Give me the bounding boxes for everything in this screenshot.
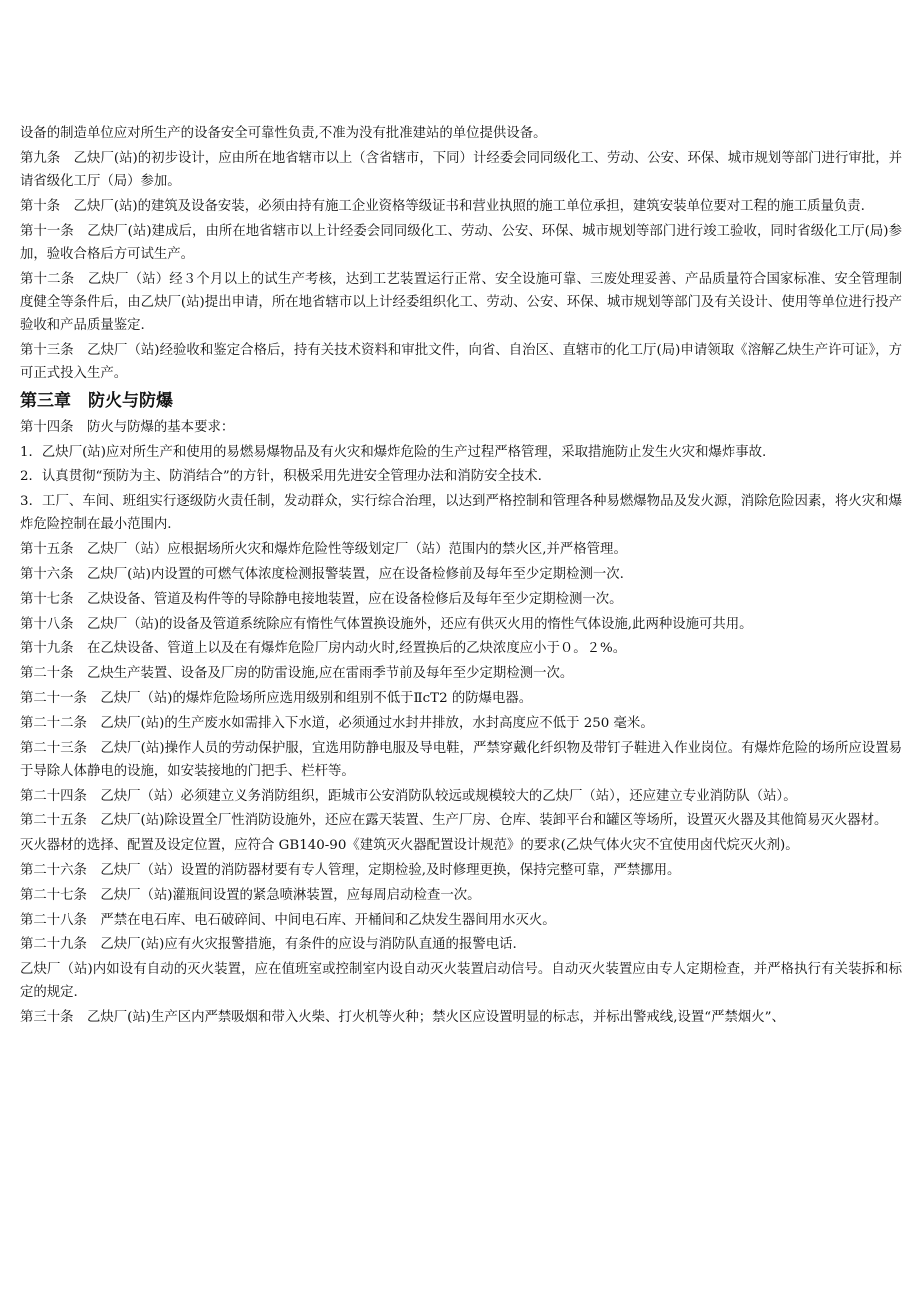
paragraph: 第十三条 乙炔厂（站)经验收和鉴定合格后，持有关技术资料和审批文件，向省、自治区、直辖市的化工厅(局)申请领取《溶解乙炔生产许可证》，方可正式投入生产。: [20, 342, 902, 381]
paragraph: 第十六条 乙炔厂(站)内设置的可燃气体浓度检测报警装置，应在设备检修前及每年至少定期检测一次.: [20, 566, 624, 582]
paragraph: 第二十九条 乙炔厂(站)应有火灾报警措施，有条件的应设与消防队直通的报警电话.: [20, 937, 517, 953]
paragraph: 2．认真贯彻“预防为主、防消结合”的方针，积极采用先进安全管理办法和消防安全技术.: [20, 469, 542, 485]
paragraph: 第十一条 乙炔厂(站)建成后，由所在地省辖市以上计经委会同同级化工、劳动、公安、环保、城市规划等部门进行竣工验收，同时省级化工厅(局)参加，验收合格后方可试生产。: [20, 223, 902, 262]
paragraph: 3．工厂、车间、班组实行逐级防火责任制，发动群众，实行综合治理，以达到严格控制和管理各种易燃爆物品及发火源，消除危险因素，将火灾和爆炸危险控制在最小范围内.: [20, 494, 902, 533]
chapter-heading: 第三章 防火与防爆: [20, 390, 173, 411]
paragraph: 1．乙炔厂(站)应对所生产和使用的易燃易爆物品及有火灾和爆炸危险的生产过程严格管理，采取措施防止发生火灾和爆炸事故.: [20, 444, 767, 460]
paragraph: 第二十五条 乙炔厂(站)除设置全厂性消防设施外，还应在露天装置、生产厂房、仓库、装卸平台和罐区等场所，设置灭火器及其他简易灭火器材。: [20, 813, 888, 829]
paragraph: 第二十八条 严禁在电石库、电石破碎间、中间电石库、开桶间和乙炔发生器间用水灭火。: [20, 912, 556, 928]
paragraph: 第十四条 防火与防爆的基本要求：: [20, 419, 235, 435]
paragraph: 第三十条 乙炔厂(站)生产区内严禁吸烟和带入火柴、打火机等火种；禁火区应设置明显的标志，并标出警戒线,设置“严禁烟火”、: [20, 1010, 785, 1026]
paragraph: 第九条 乙炔厂(站)的初步设计，应由所在地省辖市以上（含省辖市，下同）计经委会同同级化工、劳动、公安、环保、城市规划等部门进行审批，并请省级化工厅（局）参加。: [20, 150, 902, 189]
paragraph: 第二十条 乙炔生产装置、设备及厂房的防雷设施,应在雷雨季节前及每年至少定期检测一次。: [20, 666, 574, 682]
paragraph: 第十条 乙炔厂(站)的建筑及设备安装，必须由持有施工企业资格等级证书和营业执照的施工单位承担，建筑安装单位要对工程的施工质量负责.: [20, 198, 865, 214]
paragraph: 第二十七条 乙炔厂（站)灌瓶间设置的紧急喷淋装置，应每周启动检查一次。: [20, 887, 481, 903]
paragraph: 第二十六条 乙炔厂（站）设置的消防器材要有专人管理，定期检验,及时修理更换，保持完整可靠，严禁挪用。: [20, 862, 681, 878]
paragraph: 第二十三条 乙炔厂(站)操作人员的劳动保护服，宜选用防静电服及导电鞋，严禁穿戴化纤织物及带钉子鞋进入作业岗位。有爆炸危险的场所应设置易于导除人体静电的设施，如安装接地的门把手、栏杆等。: [20, 740, 902, 779]
paragraph: 第二十二条 乙炔厂(站)的生产废水如需排入下水道，必须通过水封井排放，水封高度应不低于 250 毫米。: [20, 715, 654, 731]
paragraph: 第十八条 乙炔厂（站)的设备及管道系统除应有惰性气体置换设施外，还应有供灭火用的惰性气体设施,此两种设施可共用。: [20, 616, 753, 632]
document-body: [20, 122, 902, 1031]
paragraph: 第十二条 乙炔厂（站）经３个月以上的试生产考核，达到工艺装置运行正常、安全设施可靠、三废处理妥善、产品质量符合国家标准、安全管理制度健全等条件后，由乙炔厂(站)提出申请，所在地省辖市以上计经委组织化工、劳动、公安、环保、城市规划等部门及有关设计、使用等单位进行投产验收和产品质量鉴定.: [20, 271, 902, 333]
paragraph: 灭火器材的选择、配置及设定位置，应符合 GB140-90《建筑灭火器配置设计规范》的要求(乙炔气体火灾不宜使用卤代烷灭火剂)。: [20, 838, 799, 854]
paragraph: 乙炔厂（站)内如设有自动的灭火装置，应在值班室或控制室内设自动灭火装置启动信号。自动灭火装置应由专人定期检查，并严格执行有关装拆和标定的规定.: [20, 962, 902, 1001]
paragraph: 第十九条 在乙炔设备、管道上以及在有爆炸危险厂房内动火时,经置换后的乙炔浓度应小于０。２%。: [20, 641, 627, 657]
paragraph: 第十五条 乙炔厂（站）应根据场所火灾和爆炸危险性等级划定厂（站）范围内的禁火区,并严格管理。: [20, 542, 627, 558]
paragraph: 设备的制造单位应对所生产的设备安全可靠性负责,不准为没有批准建站的单位提供设备。: [20, 126, 547, 141]
paragraph: 第二十一条 乙炔厂（站)的爆炸危险场所应选用级别和组别不低于ⅡcT2 的防爆电器。: [20, 690, 533, 706]
paragraph: 第十七条 乙炔设备、管道及构件等的导除静电接地装置，应在设备检修后及每年至少定期检测一次。: [20, 591, 623, 607]
paragraph: 第二十四条 乙炔厂（站）必须建立义务消防组织，距城市公安消防队较远或规模较大的乙炔厂（站），还应建立专业消防队（站）。: [20, 788, 797, 804]
